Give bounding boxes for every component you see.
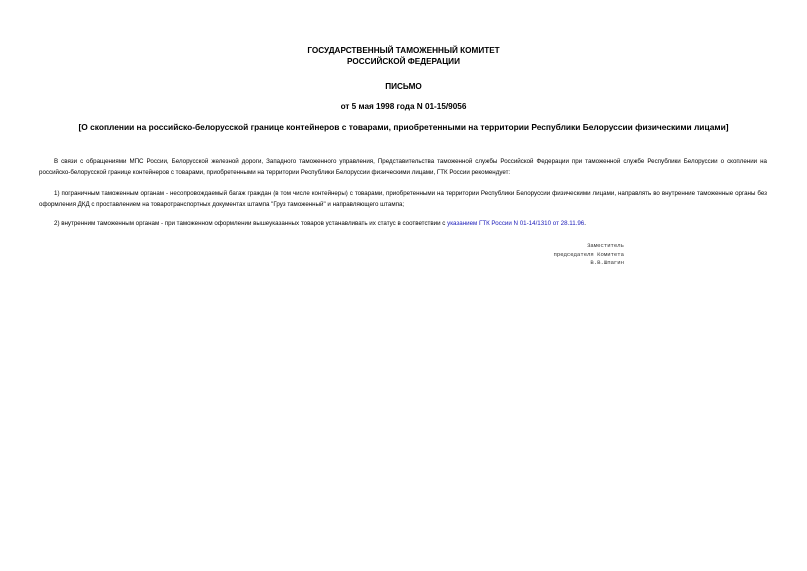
body-paragraph-3 [39, 219, 767, 230]
body-paragraph-2: 1) пограничным таможенным органам - несопровождаемый багаж граждан (в том числе контейнеры) с товарами, приобретенными на территории Республики Белоруссии физическими лицами, направлять во внутренние таможенные органы без оформления ДКД с проставлением на товаротранспортных документах штампа "Груз таможенный" и направляющего штампа; [39, 190, 767, 208]
signature-committee: председателя Комитета [553, 250, 624, 258]
gtk-directive-link[interactable]: указанием ГТК России N 01-14/1310 от 28.11.96 [447, 220, 585, 228]
signature-block [520, 242, 624, 268]
paragraph-3-end: . [584, 220, 586, 228]
issuing-organization [0, 45, 807, 67]
document-subject: [О скоплении на российско-белорусской границе контейнеров с товарами, приобретенными на территории Республики Белоруссии физическими лицами] [78, 122, 729, 132]
organization-line-2: РОССИЙСКОЙ ФЕДЕРАЦИИ [347, 57, 460, 66]
document-date-number: от 5 мая 1998 года N 01-15/9056 [340, 102, 467, 111]
paragraph-3-text: 2) внутренним таможенным органам - при таможенном оформлении вышеуказанных товаров устанавливать их статус в соответствии с [54, 220, 448, 228]
signature-position: Заместитель [587, 242, 624, 249]
document-type: ПИСЬМО [385, 82, 422, 91]
organization-line-1: ГОСУДАРСТВЕННЫЙ ТАМОЖЕННЫЙ КОМИТЕТ [307, 46, 500, 55]
signature-name: В.В.Шпагин [590, 259, 624, 267]
body-paragraph-1: В связи с обращениями МПС России, Белорусской железной дороги, Западного таможенного управления, Представительства таможенной службы Российской Федерации при таможенной службе Республики Белоруссии о скоплении на российско-белорусской границе контейнеров с товарами, приобретенными на территории Республики Белоруссии физическими лицами, ГТК России рекомендует: [39, 158, 767, 176]
